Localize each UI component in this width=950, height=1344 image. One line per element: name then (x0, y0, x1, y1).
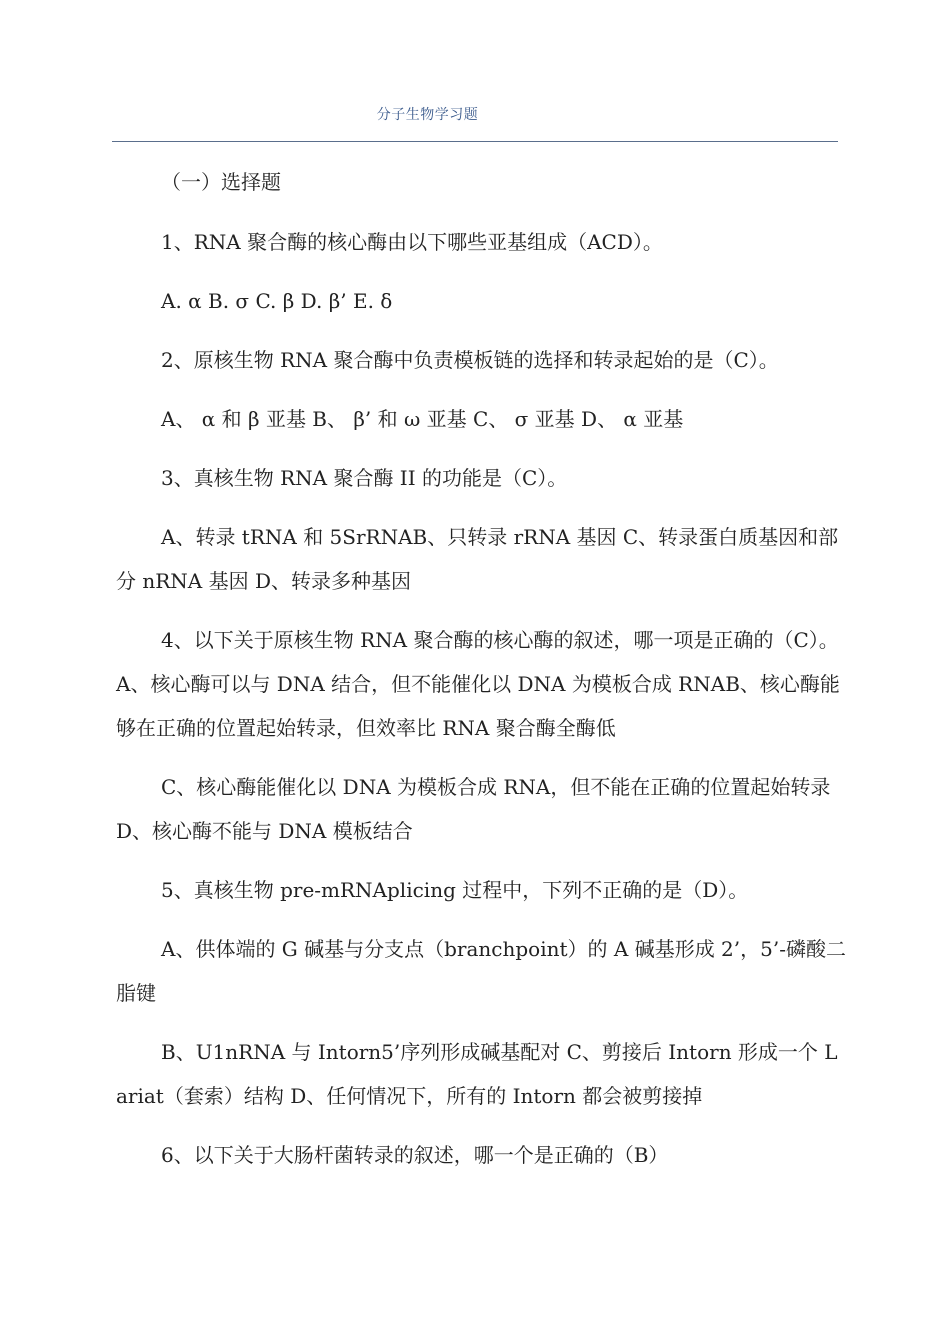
question-5-options-bcd: B、U1nRNA 与 Intorn5’序列形成碱基配对 C、剪接后 Intorn 形成一个 Lariat（套索）结构 D、任何情况下，所有的 Intorn 都会被剪接掉 (116, 1040, 838, 1108)
question-1: 1、RNA 聚合酶的核心酶由以下哪些亚基组成（ACD）。 (161, 230, 663, 254)
question-3: 3、真核生物 RNA 聚合酶 II 的功能是（C）。 (161, 466, 568, 490)
page-header-title: 分子生物学习题 (376, 107, 479, 123)
question-2-options: A、 α 和 β 亚基 B、 β’ 和 ω 亚基 C、 σ 亚基 D、 α 亚基 (161, 407, 684, 431)
question-5-option-a: A、供体端的 G 碱基与分支点（branchpoint）的 A 碱基形成 2’，5’-磷酸二脂键 (116, 937, 846, 1005)
question-6: 6、以下关于大肠杆菌转录的叙述，哪一个是正确的（B） (161, 1143, 669, 1167)
question-5: 5、真核生物 pre-mRNAplicing 过程中，下列不正确的是（D）。 (161, 878, 749, 902)
question-1-options: A. α B. σ C. β D. β’ E. δ (161, 289, 393, 313)
question-2: 2、原核生物 RNA 聚合酶中负责模板链的选择和转录起始的是（C）。 (161, 348, 779, 372)
question-4: 4、以下关于原核生物 RNA 聚合酶的核心酶的叙述，哪一项是正确的（C）。A、核心酶可以与 DNA 结合，但不能催化以 DNA 为模板合成 RNAB、核心酶能够在正确的位置起始转录，但效率比 RNA 聚合酶全酶低 (116, 628, 840, 740)
question-4-options: C、核心酶能催化以 DNA 为模板合成 RNA，但不能在正确的位置起始转录 D、核心酶不能与 DNA 模板结合 (116, 775, 831, 843)
document-body (116, 160, 846, 1192)
header-divider (112, 141, 838, 142)
question-3-options: A、转录 tRNA 和 5SrRNAB、只转录 rRNA 基因 C、转录蛋白质基因和部分 nRNA 基因 D、转录多种基因 (116, 525, 839, 593)
section-heading: （一）选择题 (161, 170, 281, 194)
